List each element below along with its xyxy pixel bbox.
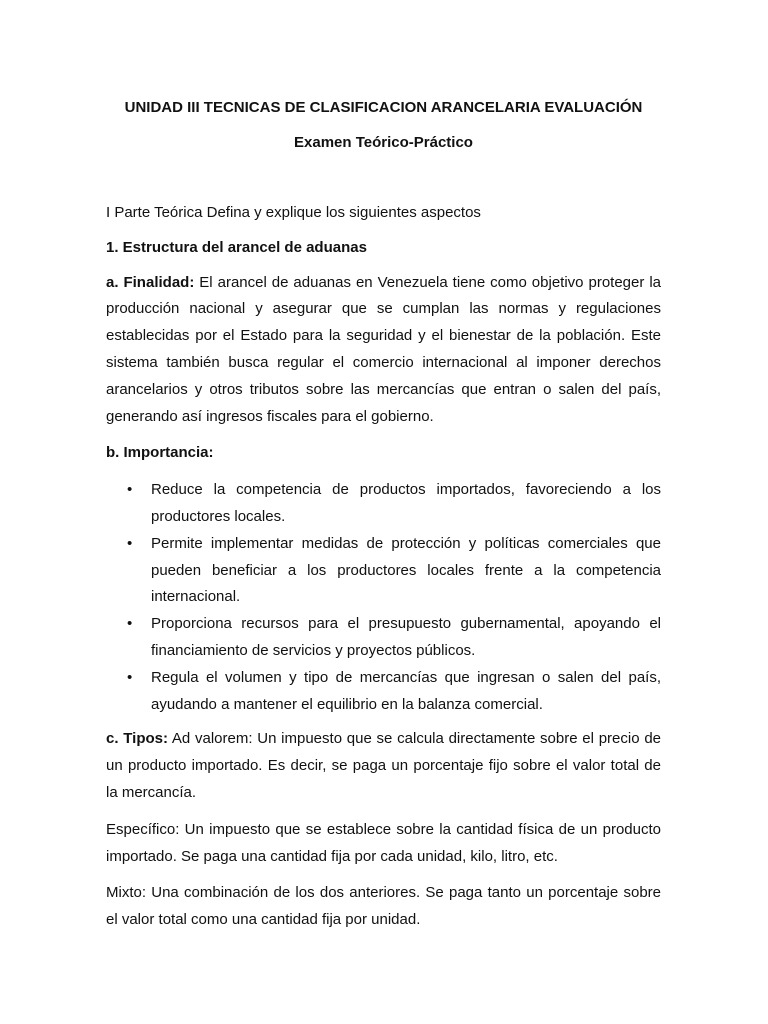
section-heading: 1. Estructura del arancel de aduanas <box>106 238 367 256</box>
importancia-list <box>106 477 661 718</box>
tipos-text: Ad valorem: Un impuesto que se calcula directamente sobre el precio de un producto importado. Es decir, se paga un porcentaje fijo sobre el valor total de la mercancía. <box>106 730 662 801</box>
bullet-icon: • <box>127 481 133 499</box>
document-subtitle: Examen Teórico-Práctico <box>294 134 473 151</box>
especifico-paragraph: Específico: Un impuesto que se establece sobre la cantidad física de un producto importado. Se paga una cantidad fija por cada unidad, kilo, litro, etc. <box>106 820 661 865</box>
finalidad-paragraph <box>106 270 661 431</box>
bullet-icon: • <box>127 668 133 686</box>
list-item-text: Regula el volumen y tipo de mercancías que ingresan o salen del país, ayudando a mantener el equilibrio en la balanza comercial. <box>151 668 661 713</box>
list-item <box>106 611 661 665</box>
list-item <box>106 531 661 611</box>
finalidad-label: a. Finalidad: <box>106 273 195 291</box>
finalidad-text: El arancel de aduanas en Venezuela tiene como objetivo proteger la producción nacional y asegurar que se cumplan las normas y regulaciones establecidas por el Estado para la seguridad y el bienestar de la población. Este sistema también busca regular el comercio internacional al imponer derechos arancelarios y otros tributos sobre las mercancías que entran o salen del país, generando así ingresos fiscales para el gobierno. <box>106 273 661 425</box>
mixto-paragraph: Mixto: Una combinación de los dos anteriores. Se paga tanto un porcentaje sobre el valor total como una cantidad fija por unidad. <box>106 884 661 929</box>
list-item-text: Proporciona recursos para el presupuesto gubernamental, apoyando el financiamiento de servicios y proyectos públicos. <box>151 615 661 659</box>
tipos-label: c. Tipos: <box>106 730 168 748</box>
bullet-icon: • <box>127 615 133 633</box>
document-body <box>106 97 661 944</box>
list-item-text: Permite implementar medidas de protección y políticas comerciales que pueden beneficiar a los productores locales frente a la competencia internacional. <box>151 534 661 606</box>
tipos-paragraph <box>106 726 661 806</box>
document-title: UNIDAD III TECNICAS DE CLASIFICACION ARANCELARIA EVALUACIÓN <box>124 99 643 116</box>
list-item-text: Reduce la competencia de productos importados, favoreciendo a los productores locales. <box>151 481 661 525</box>
list-item <box>106 665 661 719</box>
list-item <box>106 477 661 531</box>
importancia-label: b. Importancia: <box>106 444 214 462</box>
bullet-icon: • <box>127 534 133 552</box>
intro-paragraph: I Parte Teórica Defina y explique los siguientes aspectos <box>106 204 481 221</box>
